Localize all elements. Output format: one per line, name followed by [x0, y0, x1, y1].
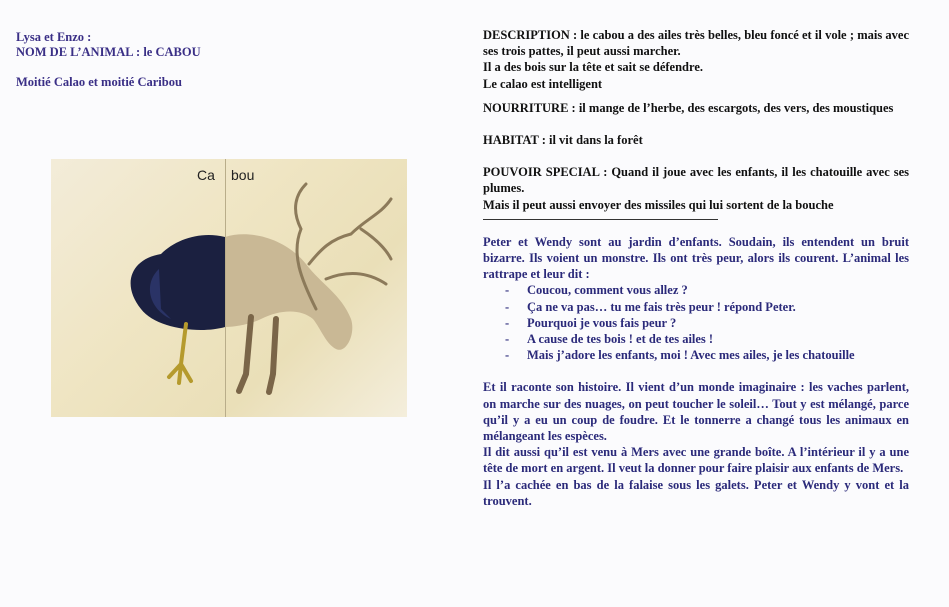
figure-label-bou: bou — [231, 167, 255, 183]
authors: Lysa et Enzo : — [16, 30, 92, 44]
story-paragraph: Il dit aussi qu’il est venu à Mers avec une grande boîte. A l’intérieur il y a une tête de mort en argent. Il veut la donner pour faire plaisir aux enfants de Mers. — [483, 445, 909, 476]
story-paragraph: Il l’a cachée en bas de la falaise sous les galets. Peter et Wendy y vont et la trouvent. — [483, 477, 909, 508]
animal-name: NOM DE L’ANIMAL : le CABOU — [16, 45, 201, 59]
separator-rule — [483, 219, 718, 220]
dialog-list — [505, 282, 909, 363]
dialog-line: - Ça ne va pas… tu me fais très peur ! répond Peter. — [505, 299, 909, 315]
description-intelligence: Le calao est intelligent — [483, 76, 603, 91]
left-column — [16, 30, 436, 90]
dialog-line: - A cause de tes bois ! et de tes ailes ! — [505, 331, 909, 347]
habitat: HABITAT : il vit dans la forêt — [483, 133, 643, 148]
food: NOURRITURE : il mange de l’herbe, des escargots, des vers, des moustiques — [483, 100, 894, 115]
story-intro: Peter et Wendy sont au jardin d’enfants. Soudain, ils entendent un bruit bizarre. Ils voient un monstre. Ils ont très peur, alors ils courent. L’animal les rattrape et leur dit : — [483, 234, 909, 282]
figure-divider — [225, 159, 226, 417]
dialog-line: - Mais j’adore les enfants, moi ! Avec mes ailes, je les chatouille — [505, 347, 909, 363]
story — [483, 234, 909, 509]
story-paragraph: Et il raconte son histoire. Il vient d’un monde imaginaire : les vaches parlent, on marche sur des nuages, on peut toucher le soleil… Tout y est mélangé, parce qu’il y a eu un coup de foudre. Et le tonnerre a changé tous les animaux en mélangeant les espèces. — [483, 380, 909, 444]
dialog-line: - Coucou, comment vous allez ? — [505, 282, 909, 298]
figure-label-ca: Ca — [197, 167, 215, 183]
dialog-line: - Pourquoi je vous fais peur ? — [505, 315, 909, 331]
description: DESCRIPTION : le cabou a des ailes très belles, bleu foncé et il vole ; mais avec ses trois pattes, il peut aussi marcher. — [483, 28, 909, 59]
special-power: POUVOIR SPECIAL : Quand il joue avec les enfants, il les chatouille avec ses plumes. — [483, 165, 909, 196]
right-column — [483, 27, 909, 509]
cabou-illustration — [51, 159, 407, 417]
special-power-missiles: Mais il peut aussi envoyer des missiles qui lui sortent de la bouche — [483, 197, 834, 212]
description-antlers: Il a des bois sur la tête et sait se défendre. — [483, 60, 704, 75]
cabou-drawing — [51, 159, 407, 417]
animal-origin: Moitié Calao et moitié Caribou — [16, 75, 182, 89]
